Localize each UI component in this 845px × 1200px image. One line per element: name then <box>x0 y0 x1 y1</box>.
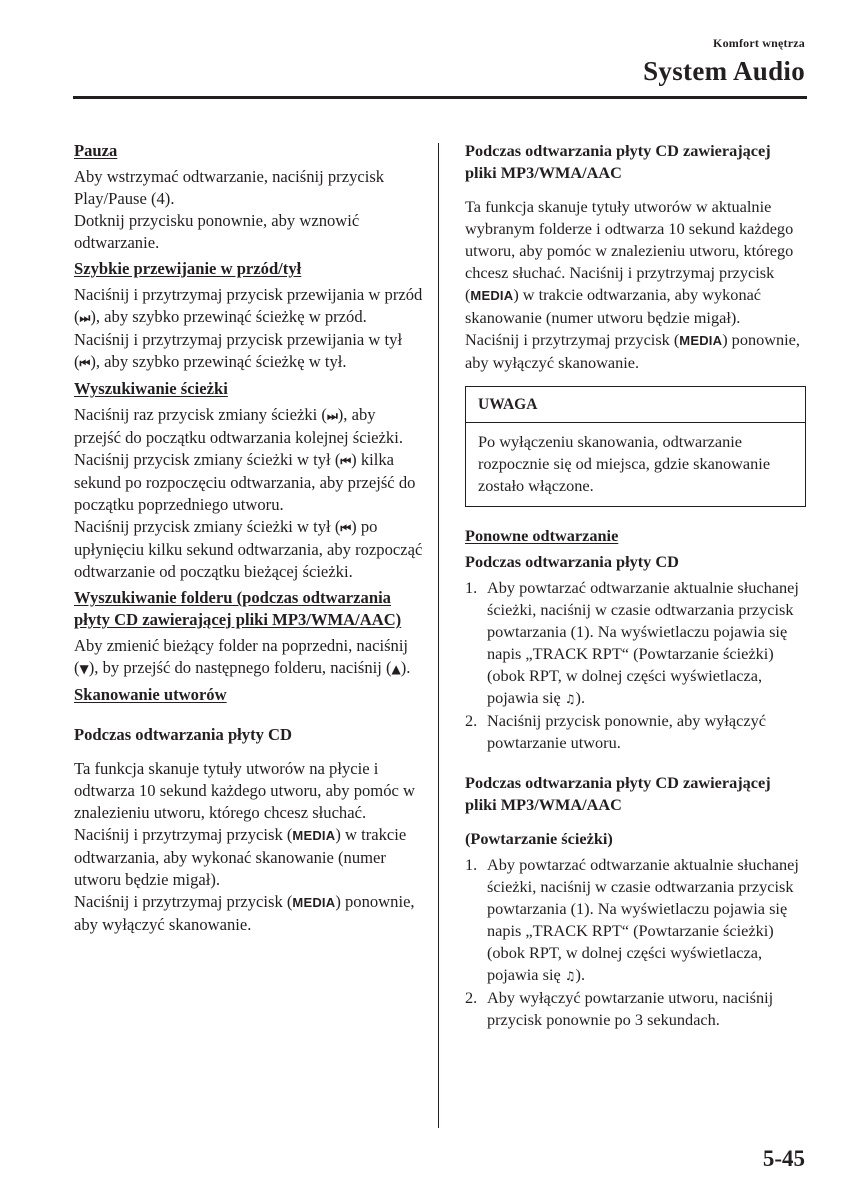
media-button-icon: MEDIA <box>679 333 723 348</box>
prev-track-icon: ⏮ <box>340 454 352 468</box>
page-title: System Audio <box>643 56 805 86</box>
list-item: 1. Aby powtarzać odtwarzanie aktualnie słuchanej ścieżki, naciśnij w czasie odtwarzania przycisk powtarzania (1). Na wyświetlaczu pojawia się napis „TRACK RPT“ (Powtarzanie ścieżki) (obok RPT, w dolnej części wyświetlacza, pojawia się ♫). <box>465 578 799 707</box>
scan-subheading: Podczas odtwarzania płyty CD <box>74 725 293 744</box>
media-button-icon: MEDIA <box>470 288 514 303</box>
note-box <box>465 386 806 507</box>
next-track-icon: ⏭ <box>326 409 338 423</box>
title-rule <box>73 96 807 99</box>
list-item: 1. Aby powtarzać odtwarzanie aktualnie słuchanej ścieżki, naciśnij w czasie odtwarzania przycisk powtarzania (1). Na wyświetlaczu pojawia się napis „TRACK RPT“ (Powtarzanie ścieżki) (obok RPT, w dolnej części wyświetlacza, pojawia się ♫). <box>465 855 799 984</box>
pause-heading: Pauza <box>74 141 118 160</box>
up-arrow-icon: ▲ <box>391 662 401 676</box>
scan-heading: Skanowanie utworów <box>74 685 227 704</box>
section-label: Komfort wnętrza <box>713 36 805 50</box>
down-arrow-icon: ▼ <box>79 662 89 676</box>
scan-text-3: Naciśnij i przytrzymaj przycisk (MEDIA) ponownie, aby wyłączyć skanowanie. <box>74 892 415 934</box>
media-button-icon: MEDIA <box>292 828 336 843</box>
scan-text-1: Ta funkcja skanuje tytuły utworów na płycie i odtwarza 10 sekund każdego utworu, aby pomóc w znalezieniu utworu, którego chcesz słuchać. <box>74 759 415 822</box>
list-item: 2. Naciśnij przycisk ponownie, aby wyłączyć powtarzanie utworu. <box>465 711 766 752</box>
track-repeat-heading: (Powtarzanie ścieżki) <box>465 829 613 848</box>
music-note-icon: ♫ <box>564 969 576 983</box>
mp3-repeat-heading: Podczas odtwarzania płyty CD zawierającej pliki MP3/WMA/AAC <box>465 773 771 814</box>
prev-track-icon: ⏮ <box>340 521 352 535</box>
pause-text-1: Aby wstrzymać odtwarzanie, naciśnij przycisk Play/Pause (4). <box>74 167 385 208</box>
repeat-steps <box>465 577 806 754</box>
track-search-text-1: Naciśnij raz przycisk zmiany ścieżki (⏭), aby przejść do początku odtwarzania kolejnej ścieżki. <box>74 405 403 447</box>
fast-forward-text: Naciśnij i przytrzymaj przycisk przewijania w przód (⏭), aby szybko przewinąć ścieżkę w przód. Naciśnij i przytrzymaj przycisk przewijania w tył (⏮), aby szybko przewinąć ścieżkę w tył. <box>74 285 423 371</box>
repeat-subheading: Podczas odtwarzania płyty CD <box>465 552 679 571</box>
page-number: 5-45 <box>762 1146 805 1171</box>
folder-search-heading: Wyszukiwanie folderu (podczas odtwarzania płyty CD zawierającej pliki MP3/WMA/AAC) <box>74 588 402 629</box>
media-button-icon: MEDIA <box>292 895 336 910</box>
next-track-icon: ⏭ <box>79 311 91 325</box>
right-column <box>465 140 806 1031</box>
track-search-heading: Wyszukiwanie ścieżki <box>74 379 228 398</box>
note-text: Po wyłączeniu skanowania, odtwarzanie rozpocznie się od miejsca, gdzie skanowanie zostało włączone. <box>478 432 771 495</box>
left-column <box>74 140 424 936</box>
note-title: UWAGA <box>466 387 805 423</box>
track-search-text-3: Naciśnij przycisk zmiany ścieżki w tył (⏮) po upłynięciu kilku sekund odtwarzania, aby rozpocząć odtwarzanie od początku bieżącej ścieżki. <box>74 517 423 581</box>
music-note-icon: ♫ <box>564 692 576 706</box>
fast-forward-heading: Szybkie przewijanie w przód/tył <box>74 259 302 278</box>
column-divider <box>438 143 439 1128</box>
repeat-heading: Ponowne odtwarzanie <box>465 526 619 545</box>
track-search-text-2: Naciśnij przycisk zmiany ścieżki w tył (⏮) kilka sekund po rozpoczęciu odtwarzania, aby przejść do początku poprzedniego utworu. <box>74 450 416 514</box>
folder-search-text: Aby zmienić bieżący folder na poprzedni, naciśnij (▼), by przejść do następnego folderu, naciśnij (▲). <box>74 636 411 677</box>
mp3-scan-text-2: Naciśnij i przytrzymaj przycisk (MEDIA) ponownie, aby wyłączyć skanowanie. <box>465 330 800 372</box>
pause-text-2: Dotknij przycisku ponownie, aby wznowić odtwarzanie. <box>74 211 360 252</box>
scan-text-2: Naciśnij i przytrzymaj przycisk (MEDIA) w trakcie odtwarzania, aby wykonać skanowanie (numer utworu będzie migał). <box>74 825 407 889</box>
list-item: 2. Aby wyłączyć powtarzanie utworu, naciśnij przycisk ponownie po 3 sekundach. <box>465 988 774 1029</box>
mp3-repeat-steps <box>465 854 806 1031</box>
mp3-scan-text-1: Ta funkcja skanuje tytuły utworów w aktualnie wybranym folderze i odtwarza 10 sekund każdego utworu, aby pomóc w znalezieniu utworu, którego chcesz słuchać. Naciśnij i przytrzymaj przycisk (MEDIA) w trakcie odtwarzania, aby wykonać skanowanie (numer utworu będzie migał). <box>465 197 794 327</box>
prev-track-icon: ⏮ <box>79 356 91 370</box>
mp3-scan-heading: Podczas odtwarzania płyty CD zawierającej pliki MP3/WMA/AAC <box>465 141 771 182</box>
